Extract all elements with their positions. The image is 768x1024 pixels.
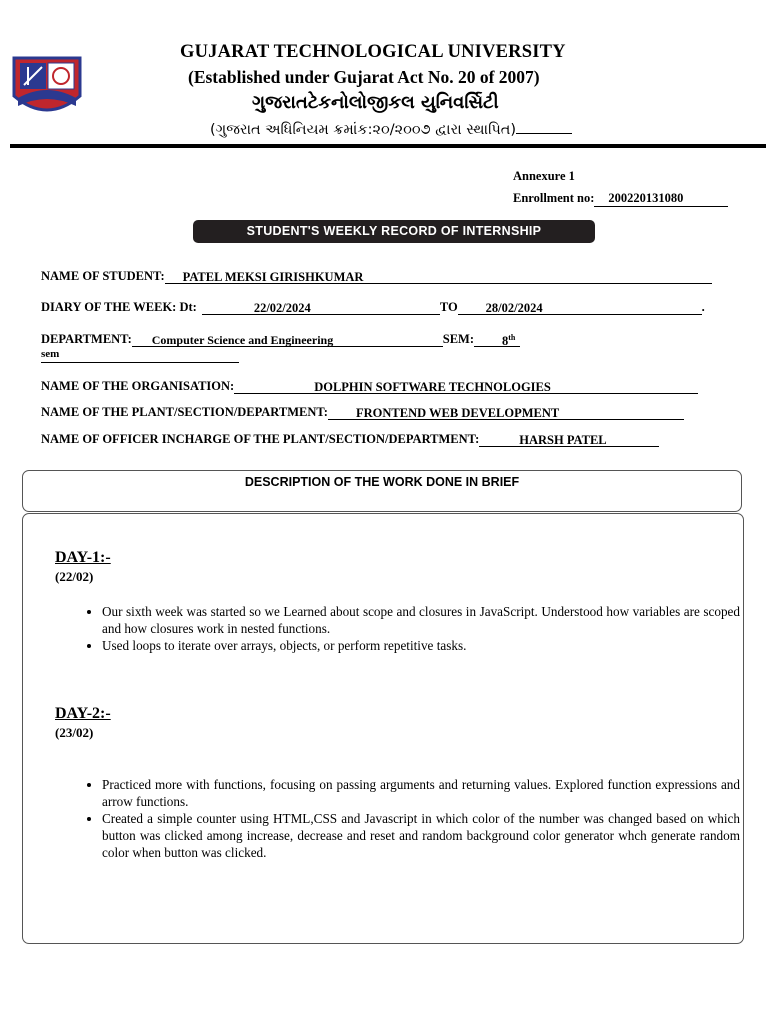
list-item: • Used loops to iterate over arrays, objects, or perform repetitive tasks. (102, 637, 740, 654)
diary-to-date: 28/02/2024 (458, 301, 702, 315)
sem-suffix: th (508, 333, 516, 342)
plant-label: NAME OF THE PLANT/SECTION/DEPARTMENT: (41, 405, 328, 419)
enrollment-row (513, 191, 728, 207)
description-title: DESCRIPTION OF THE WORK DONE IN BRIEF (244, 475, 520, 489)
university-name-gujarati: ગુજરાતટેકનોલોજીકલ યુનિવર્સિટી (252, 92, 499, 113)
university-logo-icon (10, 52, 84, 124)
to-label: TO (439, 300, 458, 314)
established-gujarati-text: (ગુજરાત અધિનિયમ ક્રમાંક:૨૦/૨૦૦૭ દ્વારા સ્થાપિત) (210, 122, 517, 138)
department-label: DEPARTMENT: (41, 332, 132, 346)
plant-value: FRONTEND WEB DEVELOPMENT (328, 406, 684, 420)
officer-row (41, 432, 659, 447)
description-header-box (22, 470, 742, 512)
sem-word-row (41, 348, 239, 363)
day-2-task-list (72, 776, 740, 861)
enrollment-value: 200220131080 (594, 191, 728, 207)
diary-label: DIARY OF THE WEEK: Dt: (41, 300, 197, 314)
sem-number: 8 (502, 334, 509, 349)
sem-label: SEM: (442, 332, 475, 346)
department-value: Computer Science and Engineering (132, 333, 443, 347)
blank-line (516, 121, 572, 134)
diary-dot: . (701, 300, 705, 314)
organisation-value: DOLPHIN SOFTWARE TECHNOLOGIES (234, 380, 698, 394)
enrollment-label: Enrollment no: (513, 191, 595, 205)
diary-row (41, 300, 705, 315)
university-name: GUJARAT TECHNOLOGICAL UNIVERSITY (180, 42, 566, 62)
diary-from-date: 22/02/2024 (202, 301, 440, 315)
sem-value (474, 333, 520, 347)
sem-word: sem (41, 348, 239, 363)
header-divider (10, 144, 766, 148)
day-1-heading: DAY-1:- (55, 549, 111, 566)
day-2-heading: DAY-2:- (55, 705, 111, 722)
department-row (41, 332, 520, 347)
university-established-gujarati (210, 121, 572, 138)
organisation-label: NAME OF THE ORGANISATION: (41, 379, 235, 393)
list-item: • Created a simple counter using HTML,CSS and Javascript in which color of the number was changed based on which button was clicked among increase, decrease and reset and random background color generator whch generate random color when button was clicked. (102, 810, 740, 861)
list-item: • Practiced more with functions, focusing on passing arguments and returning values. Explored function expressions and arrow functions. (102, 776, 740, 810)
list-item: • Our sixth week was started so we Learned about scope and closures in JavaScript. Understood how variables are scoped and how closures work in nested functions. (102, 603, 740, 637)
work-description-box (22, 513, 744, 944)
university-established: (Established under Gujarat Act No. 20 of 2007) (188, 67, 540, 87)
day-1-task-list (72, 603, 740, 654)
record-banner: STUDENT'S WEEKLY RECORD OF INTERNSHIP (193, 220, 595, 243)
day-1-date: (22/02) (55, 569, 94, 584)
student-name-row (41, 269, 712, 284)
plant-row (41, 405, 684, 420)
officer-value: HARSH PATEL (479, 433, 659, 447)
student-name-label: NAME OF STUDENT: (41, 269, 165, 283)
organisation-row (41, 379, 698, 394)
day-2-date: (23/02) (55, 725, 94, 740)
annexure-label: Annexure 1 (513, 169, 575, 183)
student-name-value: PATEL MEKSI GIRISHKUMAR (165, 270, 712, 284)
officer-label: NAME OF OFFICER INCHARGE OF THE PLANT/SECTION/DEPARTMENT: (41, 432, 480, 446)
